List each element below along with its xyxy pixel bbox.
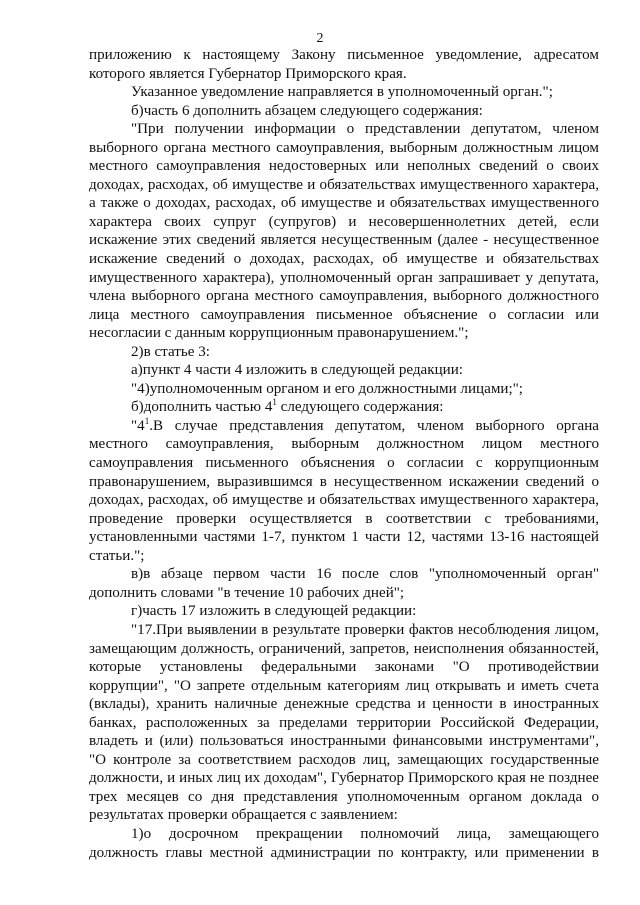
paragraph-2: б)часть 6 дополнить абзацем следующего содержания: [131, 102, 483, 119]
paragraph-7-text: б)дополнить частью 4 [131, 399, 273, 416]
paragraph-9: в)в абзаце первом части 16 после слов "уполномоченный орган" дополнить словами "в течение 10 рабочих дней"; [89, 566, 599, 601]
paragraph-0: приложению к настоящему Закону письменное уведомление, адресатом которого является Губернатор Приморского края. [89, 47, 599, 82]
paragraph-7 [89, 398, 599, 417]
superscript: 1 [144, 415, 150, 426]
paragraph-7-tail: следующего содержания: [276, 399, 444, 416]
paragraph-11: "17.При выявлении в результате проверки фактов несоблюдения лицом, замещающим должность, ограничений, запретов, неисполнения обязанностей, которые установлены федеральными законами "О противодействии коррупции", "О запрете отдельным категориям лиц открывать и иметь счета (вклады), хранить наличные денежные средства и ценности в иностранных банках, расположенных за пределами территории Российской Федерации, владеть и (или) пользоваться иностранными финансовыми инструментами", "О контроле за соответствием расходов лиц, замещающих государственные должности, и иных лиц их доходам", Губернатор Приморского края не позднее трех месяцев со дня представления уполномоченным органом доклада о результатах проверки обращается с заявлением: [89, 621, 599, 824]
paragraph-8-text: "4 [131, 417, 145, 434]
paragraph-6: "4)уполномоченным органом и его должностными лицами;"; [131, 380, 523, 397]
paragraph-8-tail: .В случае представления депутатом, членом выборного органа местного самоуправления, выборным должностном лицом местного самоуправления письменного объяснения о согласии с коррупционным правонарушением, выразившимся в несущественном искажении сведений о доходах, расходах, об имуществе и обязательствах имущественного характера, проведение проверки осуществляется в соответствии с требованиями, установленными частями 1-7, пунктом 1 части 12, частями 13-16 настоящей статьи."; [89, 417, 599, 564]
page-number: 2 [316, 31, 324, 46]
paragraph-5: а)пункт 4 части 4 изложить в следующей редакции: [131, 362, 464, 379]
superscript: 1 [272, 397, 277, 408]
paragraph-8 [89, 417, 599, 565]
paragraph-3: "При получении информации о представлении депутатом, членом выборного органа местного самоуправления, выборным должностным лицом местного самоуправления недостоверных или неполных сведений о своих доходах, расходах, об имуществе и обязательствах имущественного характера, а также о доходах, расходах, об имуществе и обязательствах имущественного характера своих супруг (супругов) и несовершеннолетних детей, если искажение этих сведений является несущественным (далее - несущественное искажение сведений о доходах, расходах, об имуществе и обязательствах имущественного характера), уполномоченный орган запрашивает у депутата, члена выборного органа местного самоуправления, выборного должностного лица местного самоуправления письменное объяснение о согласии или несогласии с данным коррупционным правонарушением."; [89, 121, 599, 342]
paragraph-10: г)часть 17 изложить в следующей редакции: [131, 603, 417, 620]
paragraph-1: Указанное уведомление направляется в уполномоченный орган."; [131, 84, 553, 101]
paragraph-12: 1)о досрочном прекращении полномочий лица, замещающего должность главы местной администрации по контракту, или применении в [89, 825, 599, 861]
document-body [89, 46, 599, 862]
paragraph-4: 2)в статье 3: [131, 343, 210, 360]
